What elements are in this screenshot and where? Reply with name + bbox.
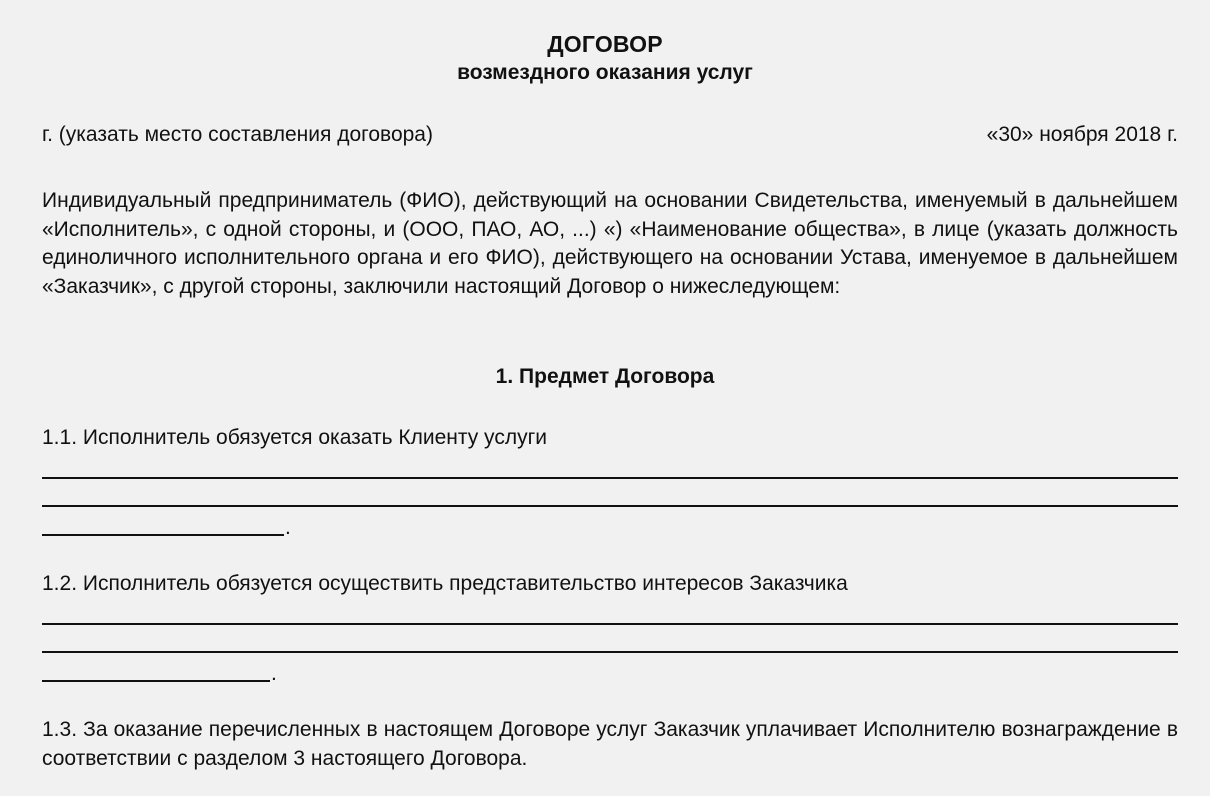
fill-in-line-short bbox=[42, 680, 270, 682]
document-title: ДОГОВОР bbox=[547, 31, 663, 57]
clause-1-1: 1.1. Исполнитель обязуется оказать Клиенту услуги bbox=[42, 426, 547, 449]
contract-date: «30» ноября 2018 г. bbox=[986, 123, 1178, 146]
fill-in-line-short bbox=[42, 534, 284, 536]
fill-in-line bbox=[42, 505, 1178, 507]
preamble-paragraph: Индивидуальный предприниматель (ФИО), действующий на основании Свидетельства, именуемый в дальнейшем «Исполнитель», с одной стороны, и (ООО, ПАО, АО, ...) «) «Наименование общества», в лице (указать должность единоличного исполнительного органа и его ФИО), действующего на основании Устава, именуемое в дальнейшем «Заказчик», с другой стороны, заключили настоящий Договор о нижеследующем: bbox=[42, 189, 1178, 298]
fill-in-line bbox=[42, 623, 1178, 625]
document-subtitle: возмездного оказания услуг bbox=[457, 61, 753, 84]
clause-1-2: 1.2. Исполнитель обязуется осуществить представительство интересов Заказчика bbox=[42, 572, 848, 595]
line-end-period: . bbox=[285, 516, 291, 539]
fill-in-line bbox=[42, 651, 1178, 653]
contract-place: г. (указать место составления договора) bbox=[42, 123, 433, 146]
section-1-title: 1. Предмет Договора bbox=[495, 365, 715, 388]
fill-in-line bbox=[42, 477, 1178, 479]
line-end-period: . bbox=[271, 662, 277, 685]
clause-1-3: 1.3. За оказание перечисленных в настоящем Договоре услуг Заказчик уплачивает Исполнителю вознаграждение в соответствии с разделом 3 настоящего Договора. bbox=[42, 718, 1178, 770]
